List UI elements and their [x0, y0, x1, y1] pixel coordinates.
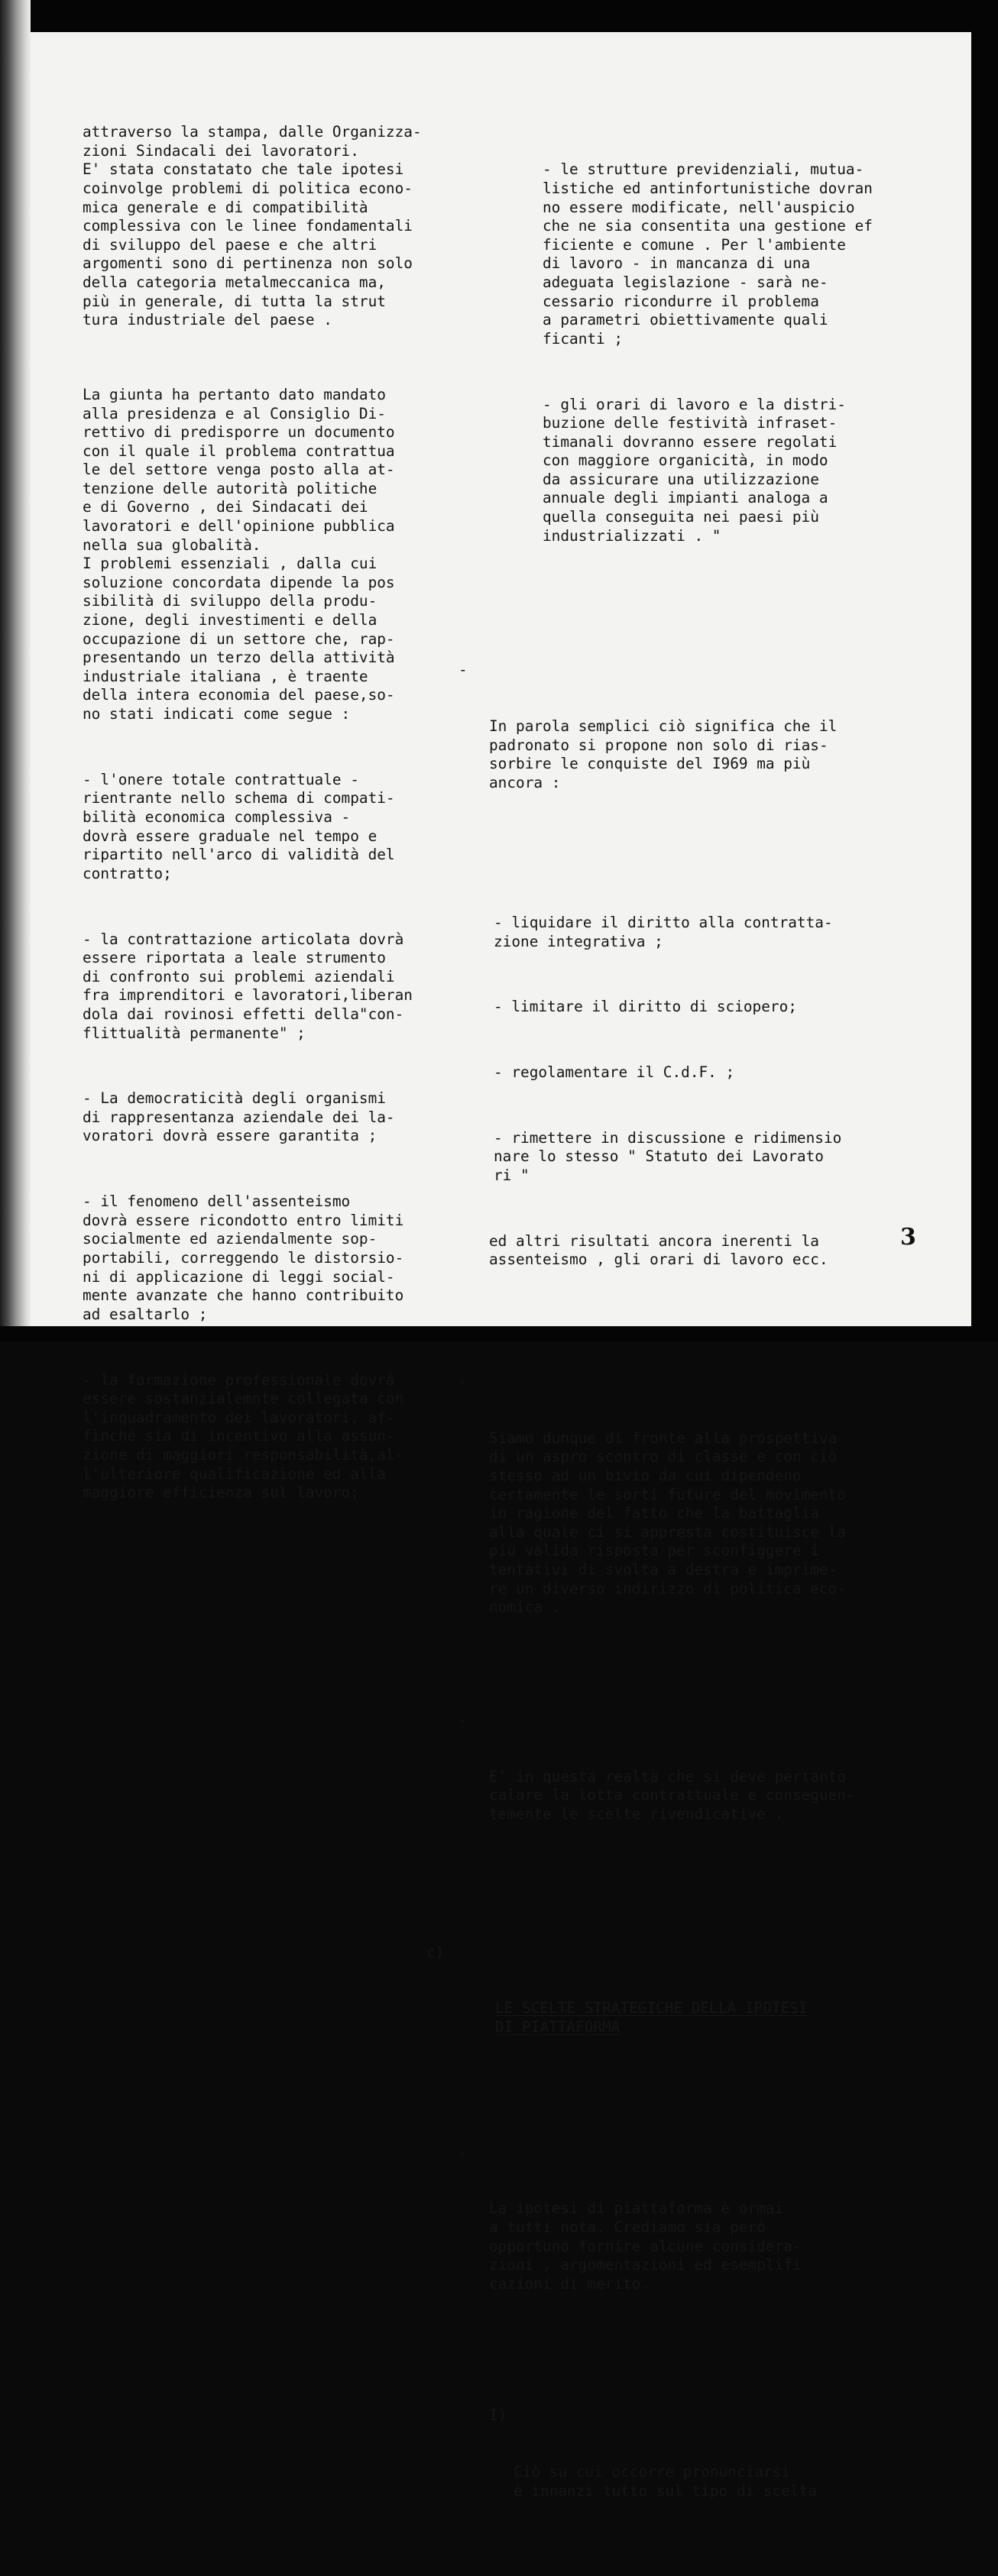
bullet-scontro	[458, 1373, 948, 1655]
paragraph-intro: attraverso la stampa, dalle Organizza- zioni Sindacali dei lavoratori. E' stata constatato che tale ipotesi coinvolge problemi di politica econo- mica generale e di compatibilità complessiva con le linee fondamentali di sviluppo del paese e che altri argomenti sono di pertinenza non solo della categoria metalmeccanica ma, più in generale, di tutta la strut tura industriale del paese .	[83, 123, 422, 329]
document-page	[31, 32, 971, 2500]
numbered-item-1	[458, 2406, 948, 2538]
list-item-democraticita: - La democraticità degli organismi di rappresentanza aziendale dei la- voratori dovrà essere garantita ;	[83, 1089, 395, 1145]
bullet-text: Siamo dunque di fronte alla prospettiva di un aspro scontro di classe e con ciò stesso ad un bivio da cui dipendeno certamente le sorti future del movimento in ragione del fatto che la battaglia alla quale ci si appresta costituisce la più valida risposta per sconfiggere i tentativi di svolta a destra e imprime- re un diverso indirizzo di politica eco- nomica .	[489, 1429, 846, 1616]
section-mark: c)	[426, 1943, 445, 1961]
list-item-liquidare: - liquidare il diritto alla contratta- zione integrativa ;	[494, 913, 833, 950]
continued-list	[543, 123, 948, 592]
list-item-orari: - gli orari di lavoro e la distri- buzione delle festività infraset- timanali dovranno essere regolati con maggiore organicità, in modo da assicurare una utilizzazione annuale degli impianti analoga a quella conseguita nei paesi più industrializzati . "	[543, 395, 846, 545]
scan-binding-shadow	[0, 0, 31, 1341]
list-item-onere: - l'onere totale contrattuale - rientrante nello schema di compati- bilità economica complessiva - dovrà essere graduale nel tempo e ripartito nell'arco di validità del contratto;	[83, 770, 395, 882]
bullet-ipotesi	[458, 2144, 948, 2332]
left-column	[83, 86, 480, 1549]
section-title: LE SCELTE STRATEGICHE DELLA IPOTESI DI PIATTAFORMA	[495, 1999, 808, 2036]
page-number: 3	[900, 1224, 916, 1251]
list-item-contrattazione: - la contrattazione articolata dovrà essere riportata a leale strumento di confronto sui problemi aziendali fra imprenditori e lavoratori,liberan dola dai rovinosi effetti della"con- flittualità permanente" ;	[83, 930, 413, 1042]
section-heading	[426, 1943, 948, 2075]
bullet-mark: -	[458, 1373, 468, 1390]
numbered-mark: I)	[489, 2406, 507, 2425]
numbered-text: Ciò su cui occorre pronunciarsi è innanzi tutto sul tipo di scelta	[514, 2463, 817, 2500]
paragraph-giunta: La giunta ha pertanto dato mandato alla presidenza e al Consiglio Di- rettivo di predisporre un documento con il quale il problema contrattua le del settore venga posto alla at- tenzione delle autorità politiche e di Governo , dei Sindacati dei lavoratori e dell'opinione pubblica nella sua globalità. I problemi essenziali , dalla cui soluzione concordata dipende la pos sibilità di sviluppo della produ- zione, degli investimenti e della occupazione di un settore che, rap- presentando un terzo della attività industriale italiana , è traente della intera economia del paese,so- no stati indicati come segue :	[83, 385, 395, 723]
list-item-rimettere: - rimettere in discussione e ridimensio nare lo stesso " Statuto dei Lavorato ri "	[494, 1128, 842, 1185]
bullet-padronato	[458, 661, 948, 830]
bullet-mark: -	[458, 1711, 468, 1730]
paragraph-altri-risultati: ed altri risultati ancora inerenti la assenteismo , gli orari di lavoro ecc.	[489, 1231, 828, 1269]
list-item-limitare: - limitare il diritto di sciopero;	[494, 998, 797, 1016]
right-column	[426, 86, 948, 2576]
list-item-assenteismo: - il fenomeno dell'assenteismo dovrà essere ricondotto entro limiti socialmente ed aziendalmente sop- portabili, correggendo le distorsio- ni di applicazione di leggi social- mente avanzate che hanno contribuito ad esaltarlo ;	[83, 1193, 404, 1323]
bullet-text: E' in questa realtà che si deve pertanto calare la lotta contrattuale e conseguen- temente le scelte rivendicative .	[489, 1767, 855, 1824]
list-item-strutture: - le strutture previdenziali, mutua- listiche ed antinfortunistiche dovran no essere modificate, nell'auspicio che ne sia consentita una gestione ef ficiente e comune . Per l'ambiente di lavoro - in mancanza di una adeguata legislazione - sarà ne- cessario ricondurre il problema a parametri obiettivamente quali ficanti ;	[543, 160, 873, 348]
list-item-regolamentare: - regolamentare il C.d.F. ;	[494, 1063, 735, 1082]
bullet-text: In parola semplici ciò significa che il padronato si propone non solo di rias- sorbire le conquiste del I969 ma più ancora :	[489, 717, 838, 791]
bullet-mark: -	[458, 661, 468, 679]
bullet-text: La ipotesi di piattaforma è ormai a tutti nota. Crediamo sia però opportuno fornire alcune considera- zioni , argomentazioni ed esemplifi cazioni di merito.	[489, 2199, 802, 2293]
list-item-formazione: - la formazione professionale dovrà essere sostanzialemnte collegata con l'inquadramento dei lavoratori, af- finchè sia di incentivo alla assun- zione di maggiori responsabilità,al- l'ulteriore qualificazione ed alla maggiore efficienza sul lavoro;	[83, 1371, 404, 1502]
bullet-realta	[458, 1711, 948, 1862]
scan-top-border	[0, 0, 998, 32]
scan-right-border	[971, 0, 998, 1341]
bullet-mark: -	[458, 2143, 468, 2161]
padronato-sublist	[489, 876, 948, 1316]
